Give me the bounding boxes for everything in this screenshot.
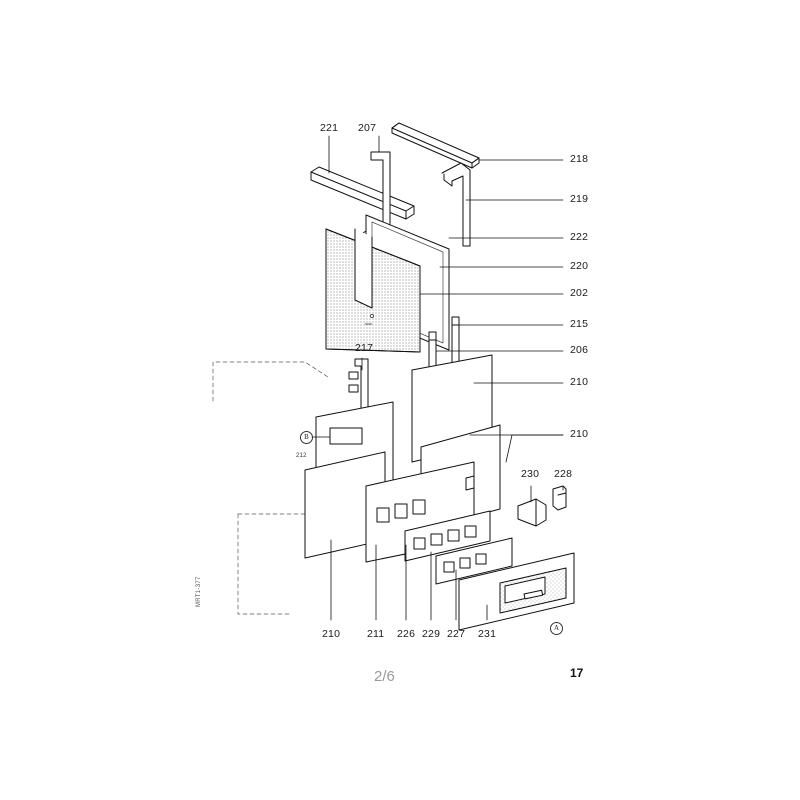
part-230-bracket [518,499,546,526]
callout-215: 215 [570,318,589,330]
part-218-top-trim [392,123,479,168]
sheet-number: 17 [570,666,584,680]
callout-220: 220 [570,260,589,272]
callout-219: 219 [570,193,589,205]
marker-b: B [300,431,313,444]
callout-210-right-upper: 210 [570,376,589,388]
callout-226: 226 [397,628,416,640]
callout-202: 202 [570,287,589,299]
part-217-clip-bracket [349,359,368,410]
callout-229: 229 [422,628,441,640]
callout-231: 231 [478,628,497,640]
callout-211: 211 [367,628,385,640]
callout-218: 218 [570,153,589,165]
callout-206: 206 [570,344,589,356]
part-228-clip [553,486,566,510]
page-number: 2/6 [374,668,395,685]
part-221-side-trim [311,167,414,219]
callout-221: 221 [320,122,339,134]
callout-207: 207 [358,122,377,134]
callout-230: 230 [521,468,540,480]
part-219-right-bracket [442,163,470,246]
callout-228: 228 [554,468,573,480]
margin-code: MRT1-377 [196,576,202,607]
callout-222: 222 [570,231,589,243]
callout-210-right-lower: 210 [570,428,589,440]
marker-a: A [550,622,563,635]
detail-code-212: 212 [296,453,307,459]
callout-210-bottom: 210 [322,628,341,640]
callout-217: 217 [355,342,374,354]
callout-227: 227 [447,628,466,640]
